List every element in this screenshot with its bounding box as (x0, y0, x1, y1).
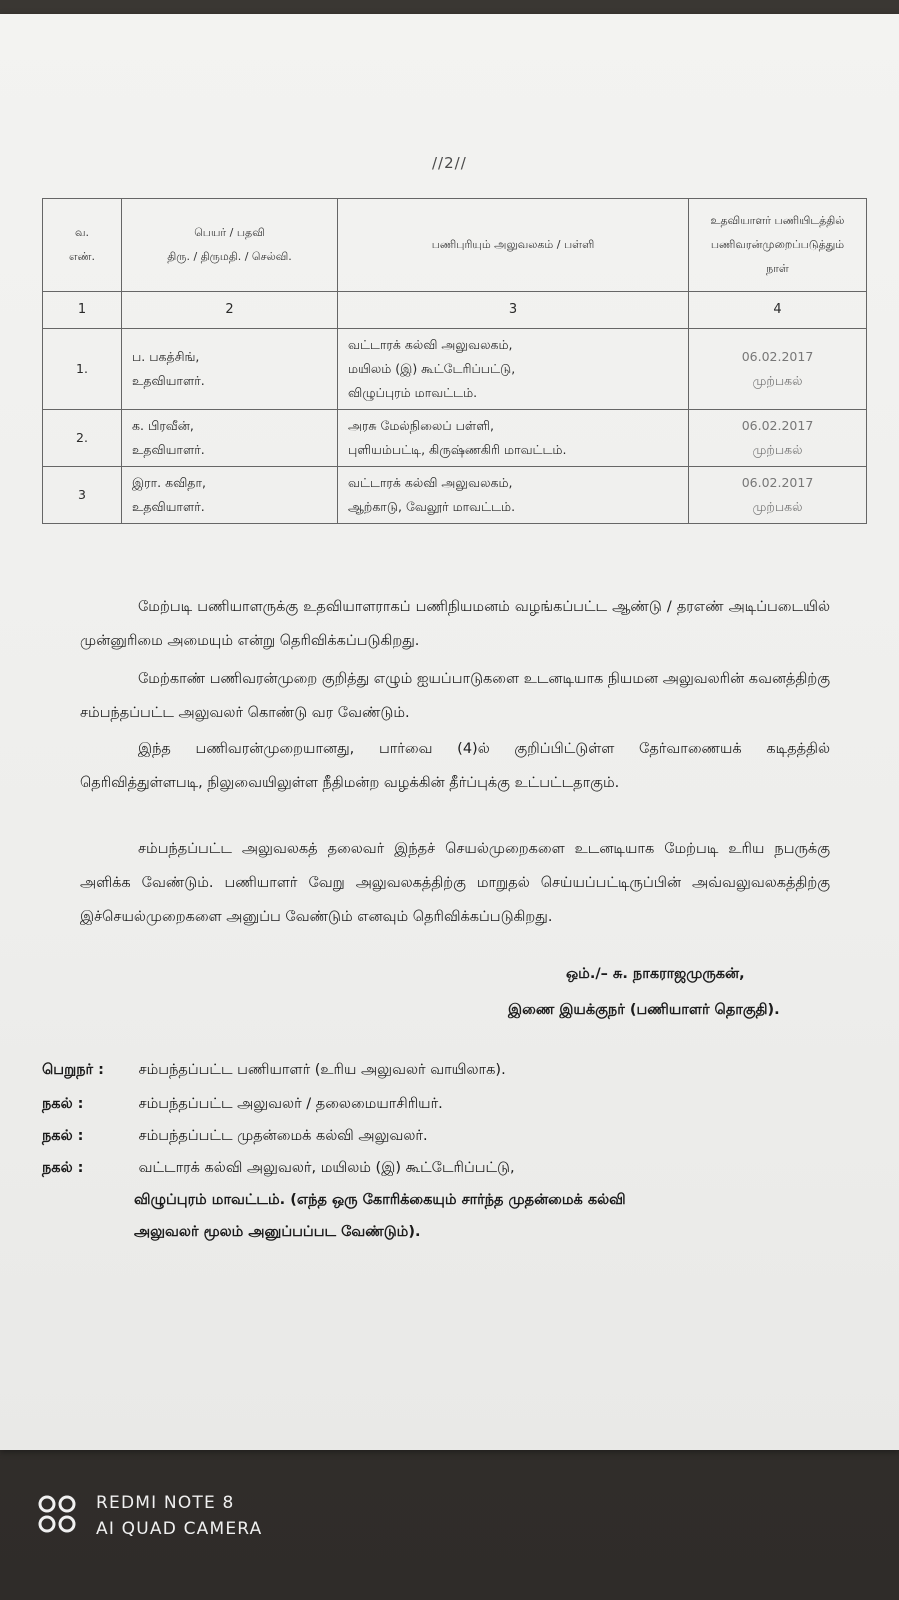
signature-name: ஒம்./– சு. நாகராஜமுருகன், (566, 966, 745, 982)
header-sno: வ. எண். (43, 199, 122, 292)
header-date: உதவியாளர் பணியிடத்தில் பணிவரன்முறைப்படுத்தும் நாள் (689, 199, 867, 292)
header-office: பணிபுரியும் அலுவலகம் / பள்ளி (338, 199, 689, 292)
row-sno: 1. (43, 329, 122, 410)
row-name: க. பிரவீன், உதவியாளர். (122, 410, 338, 467)
paragraph-seniority: மேற்படி பணியாளருக்கு உதவியாளராகப் பணிநியமனம் வழங்கப்பட்ட ஆண்டு / தரஎண் அடிப்படையில் முன்னுரிமை அமையும் என்று தெரிவிக்கப்படுகிறது. (80, 599, 830, 649)
copy-line (42, 1160, 515, 1178)
copy-line (42, 1128, 428, 1146)
camera-lens-icon (36, 1493, 80, 1537)
table-row (43, 467, 867, 524)
copy-text: சம்பந்தப்பட்ட முதன்மைக் கல்வி அலுவலர். (138, 1128, 428, 1144)
recipient-text: சம்பந்தப்பட்ட பணியாளர் (உரிய அலுவலர் வாயிலாக). (138, 1062, 506, 1078)
row-name: இரா. கவிதா, உதவியாளர். (122, 467, 338, 524)
copy-line (42, 1096, 443, 1114)
row-date: 06.02.2017 முற்பகல் (689, 329, 867, 410)
page-number: //2// (432, 154, 467, 172)
header-name: பெயர் / பதவி திரு. / திருமதி. / செல்வி. (122, 199, 338, 292)
paragraph-doubts: மேற்காண் பணிவரன்முறை குறித்து எழும் ஐயப்பாடுகளை உடனடியாக நியமன அலுவலரின் கவனத்திற்கு சம்பந்தப்பட்ட அலுவலர் கொண்டு வர வேண்டும். (80, 671, 830, 721)
copy-text: வட்டாரக் கல்வி அலுவலர், மயிலம் (இ) கூட்டேரிப்பட்டு, (138, 1160, 515, 1176)
column-number: 3 (338, 292, 689, 329)
document-page (0, 14, 899, 1450)
copy-text: சம்பந்தப்பட்ட அலுவலர் / தலைமையாசிரியர். (138, 1096, 443, 1112)
table-header-row (43, 199, 867, 292)
copy-continuation: விழுப்புரம் மாவட்டம். (எந்த ஒரு கோரிக்கையும் சார்ந்த முதன்மைக் கல்வி (134, 1192, 626, 1208)
copy-label: நகல் : (42, 1160, 84, 1176)
column-number: 1 (43, 292, 122, 329)
copy-continuation: அலுவலர் மூலம் அனுப்பப்பட வேண்டும்). (134, 1224, 421, 1240)
row-office: அரசு மேல்நிலைப் பள்ளி, புளியம்பட்டி, கிருஷ்ணகிரி மாவட்டம். (338, 410, 689, 467)
watermark-model: REDMI NOTE 8 (96, 1493, 235, 1513)
signature-designation: இணை இயக்குநர் (பணியாளர் தொகுதி). (508, 1002, 780, 1018)
recipient-label: பெறுநர் : (42, 1062, 104, 1078)
copy-label: நகல் : (42, 1096, 84, 1112)
table-row (43, 329, 867, 410)
row-sno: 2. (43, 410, 122, 467)
column-number: 4 (689, 292, 867, 329)
recipient-line (42, 1062, 506, 1080)
row-office: வட்டாரக் கல்வி அலுவலகம், ஆற்காடு, வேலூர் மாவட்டம். (338, 467, 689, 524)
paragraph-court-case: இந்த பணிவரன்முறையானது, பார்வை (4)ல் குறிப்பிட்டுள்ள தேர்வாணையக் கடிதத்தில் தெரிவித்துள்ளபடி, நிலுவையிலுள்ள நீதிமன்ற வழக்கின் தீர்ப்புக்கு உட்பட்டதாகும். (80, 741, 830, 791)
row-date: 06.02.2017 முற்பகல் (689, 410, 867, 467)
copy-label: நகல் : (42, 1128, 84, 1144)
column-number-row (43, 292, 867, 329)
staff-regularisation-table (42, 198, 867, 524)
row-sno: 3 (43, 467, 122, 524)
table-row (43, 410, 867, 467)
row-date: 06.02.2017 முற்பகல் (689, 467, 867, 524)
paragraph-office-head: சம்பந்தப்பட்ட அலுவலகத் தலைவர் இந்தச் செயல்முறைகளை உடனடியாக மேற்படி உரிய நபருக்கு அளிக்க வேண்டும். பணியாளர் வேறு அலுவலகத்திற்கு மாறுதல் செய்யப்பட்டிருப்பின் அவ்வலுவலகத்திற்கு இச்செயல்முறைகளை அனுப்ப வேண்டும் எனவும் தெரிவிக்கப்படுகிறது. (80, 841, 830, 925)
row-office: வட்டாரக் கல்வி அலுவலகம், மயிலம் (இ) கூட்டேரிப்பட்டு, விழுப்புரம் மாவட்டம். (338, 329, 689, 410)
row-name: ப. பகத்சிங், உதவியாளர். (122, 329, 338, 410)
column-number: 2 (122, 292, 338, 329)
watermark-camera: AI QUAD CAMERA (96, 1519, 263, 1539)
